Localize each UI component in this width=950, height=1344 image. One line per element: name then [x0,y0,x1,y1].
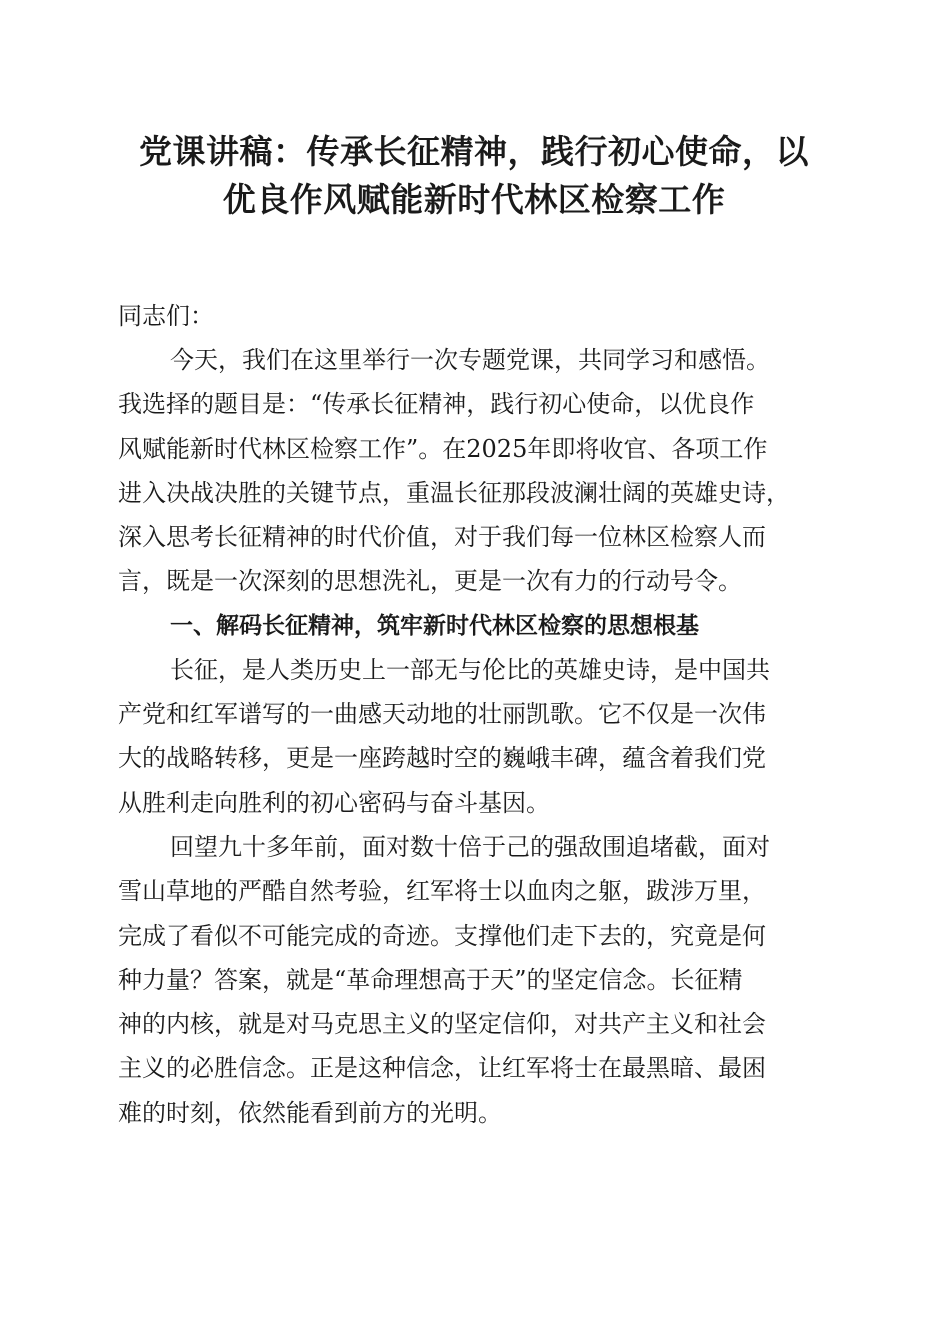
paragraph-line: 雪山草地的严酷自然考验，红军将士以血肉之躯，跋涉万里， [118,877,766,906]
paragraph-line: 长征，是人类历史上一部无与伦比的英雄史诗，是中国共 [170,655,770,684]
paragraph-line: 主义的必胜信念。正是这种信念，让红军将士在最黑暗、最困 [118,1054,766,1083]
paragraph-line: 回望九十多年前，面对数十倍于己的强敌围追堵截，面对 [170,832,770,861]
long-march-paragraph [118,648,830,825]
paragraph-line: 难的时刻，依然能看到前方的光明。 [118,1098,502,1127]
paragraph-line: 深入思考长征精神的时代价值，对于我们每一位林区检察人而 [118,523,766,552]
paragraph-line: 完成了看似不可能完成的奇迹。支撑他们走下去的，究竟是何 [118,921,766,950]
title-line: 党课讲稿：传承长征精神，践行初心使命，以 [139,132,809,171]
paragraph-line: 我选择的题目是：“传承长征精神，践行初心使命，以优良作 [118,390,755,419]
greeting: 同志们： [118,302,214,330]
document-page [118,128,830,1135]
paragraph-line: 神的内核，就是对马克思主义的坚定信仰，对共产主义和社会 [118,1010,766,1039]
section-heading: 一、解码长征精神，筑牢新时代林区检察的思想根基 [170,612,699,639]
paragraph-line: 大的战略转移，更是一座跨越时空的巍峨丰碑，蕴含着我们党 [118,744,766,773]
paragraph-line: 产党和红军谱写的一曲感天动地的壮丽凯歌。它不仅是一次伟 [118,700,766,729]
title-line: 优良作风赋能新时代林区检察工作 [222,180,726,219]
document-title [118,128,830,224]
paragraph-line: 进入决战决胜的关键节点，重温长征那段波澜壮阔的英雄史诗， [118,478,790,507]
intro-paragraph [118,338,830,604]
paragraph-line: 从胜利走向胜利的初心密码与奋斗基因。 [118,788,550,817]
paragraph-line: 种力量？答案，就是“革命理想高于天”的坚定信念。长征精 [118,965,743,994]
paragraph-line: 今天，我们在这里举行一次专题党课，共同学习和感悟。 [170,346,770,374]
paragraph-line: 风赋能新时代林区检察工作”。在2025年即将收官、各项工作 [118,434,768,463]
belief-paragraph [118,825,830,1135]
paragraph-line: 言，既是一次深刻的思想洗礼，更是一次有力的行动号令。 [118,567,742,596]
